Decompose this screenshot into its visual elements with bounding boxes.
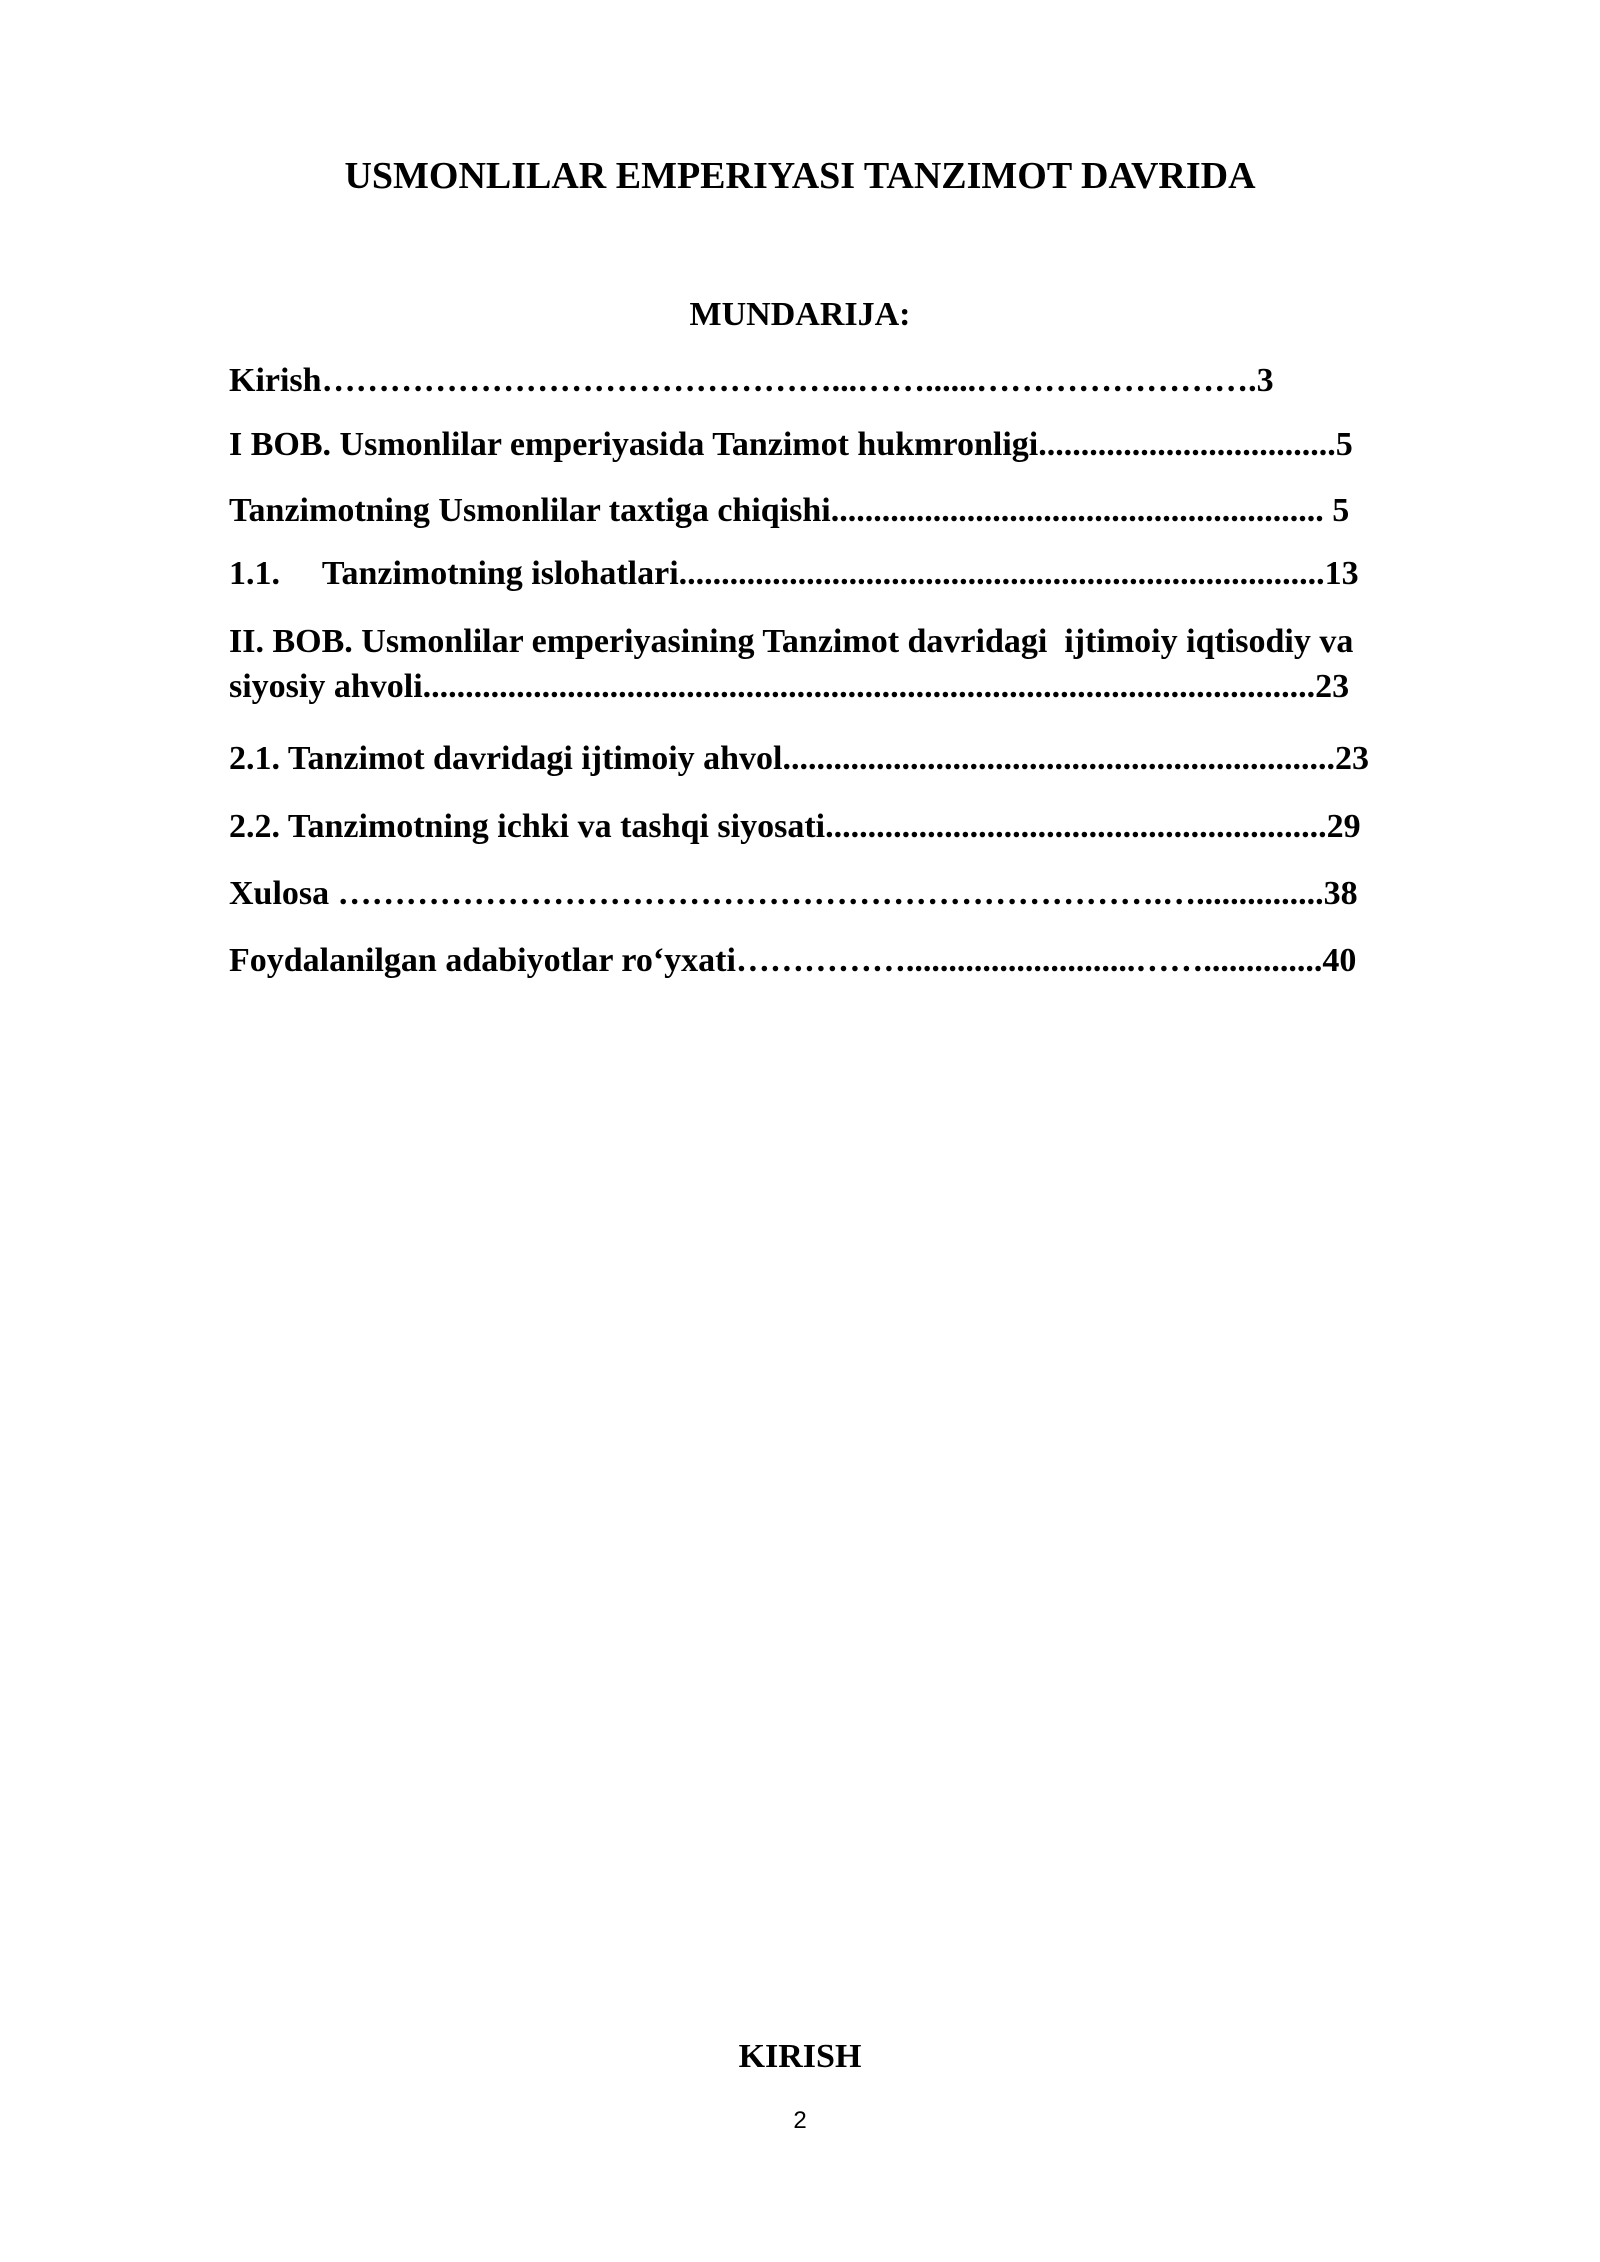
- toc-entry-kirish: Kirish………………………………………...……......…………………….3: [229, 362, 1274, 399]
- toc-entry-section-2-1: 2.1. Tanzimot davridagi ijtimoiy ahvol.................................................................23: [229, 740, 1369, 777]
- document-title: USMONLILAR EMPERIYASI TANZIMOT DAVRIDA: [344, 155, 1256, 197]
- toc-entry-xulosa: Xulosa ……………………………………………………………….…...............38: [229, 875, 1358, 912]
- section-heading-kirish: KIRISH: [738, 2038, 862, 2075]
- toc-heading: MUNDARIJA:: [689, 296, 911, 333]
- toc-entry-chapter-1: I BOB. Usmonlilar emperiyasida Tanzimot hukmronligi...................................5: [229, 426, 1353, 463]
- toc-entry-bibliography: Foydalanilgan adabiyotlar ro‘yxati……………...........................……..............40: [229, 942, 1357, 979]
- toc-entry-section-1-1: 1.1. Tanzimotning islohatlari............................................................................13: [229, 555, 1359, 592]
- toc-entry-tanzimot-accession: Tanzimotning Usmonlilar taxtiga chiqishi.......................................................... 5: [229, 492, 1350, 529]
- toc-entry-chapter-2-line-1: II. BOB. Usmonlilar emperiyasining Tanzimot davridagi ijtimoiy iqtisodiy va: [229, 623, 1354, 660]
- toc-entry-section-2-2: 2.2. Tanzimotning ichki va tashqi siyosati...........................................................29: [229, 808, 1361, 845]
- page-number: 2: [793, 2107, 807, 2134]
- toc-entry-chapter-2-line-2: siyosiy ahvoli.........................................................................................................23: [229, 668, 1350, 705]
